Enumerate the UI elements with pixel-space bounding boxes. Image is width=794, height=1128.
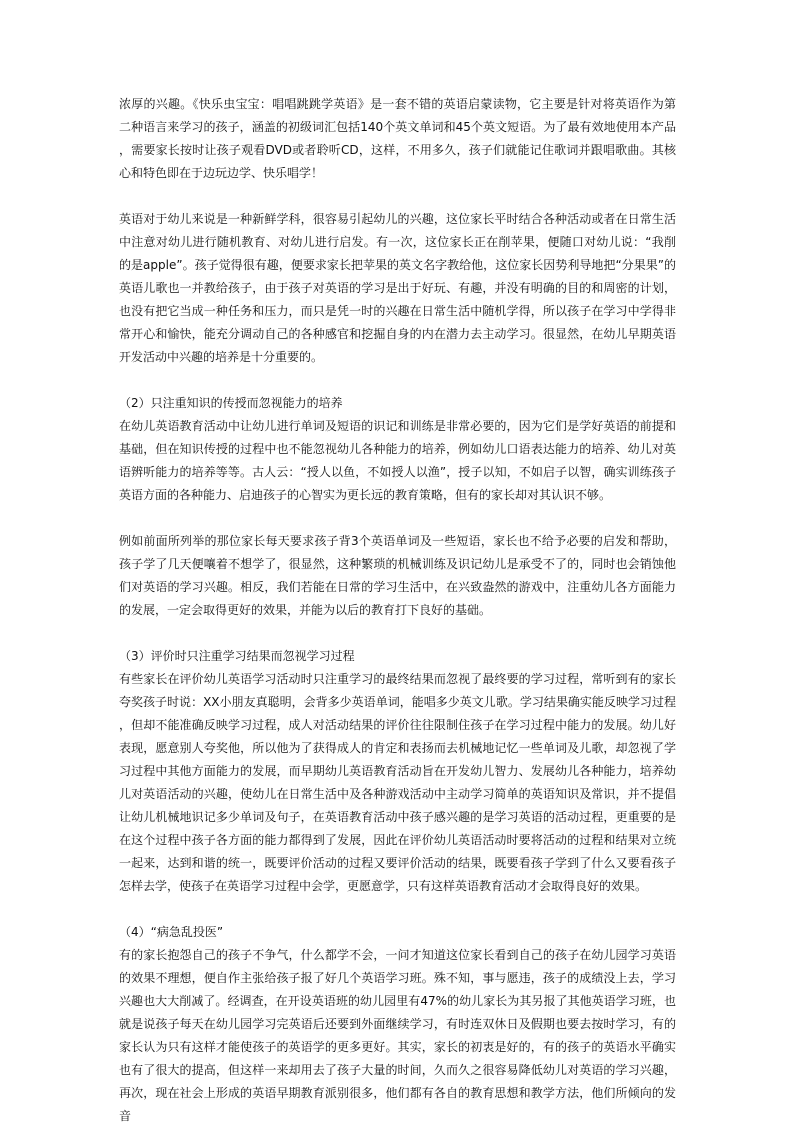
section-3 [119,645,676,898]
document-page [119,93,676,1128]
paragraph-classes: 有的家长抱怨自己的孩子不争气，什么都学不会，一问才知道这位家长看到自己的孩子在幼儿园学习英语的效果不理想，便自作主张给孩子报了好几个英语学习班。殊不知，事与愿违，孩子的成绩没上去，学习兴趣也大大削减了。经调查，在开设英语班的幼儿园里有47%的幼儿家长为其另报了其他英语学习班，也就是说孩子每天在幼儿园学习完英语后还要到外面继续学习，有时连双休日及假期也要去按时学习，有的家长认为只有这样才能使孩子的英语学的更多更好。其实，家长的初衷是好的，有的孩子的英语水平确实也有了很大的提高，但这样一来却用去了孩子大量的时间，久而久之很容易降低幼儿对英语的学习兴趣，再次，现在社会上形成的英语早期教育派别很多，他们都有各自的教育思想和教学方法，他们所倾向的发音 [119,948,676,1123]
section-4 [119,921,676,1128]
paragraph-intro: 浓厚的兴趣。《快乐虫宝宝：唱唱跳跳学英语》是一套不错的英语启蒙读物，它主要是针对将英语作为第二种语言来学习的孩子，涵盖的初级词汇包括140个英文单词和45个英文短语。为了最有效地使用本产品，需要家长按时让孩子观看DVD或者聆听CD，这样，不用多久，孩子们就能记住歌词并跟唱歌曲。其核心和特色即在于边玩边学、快乐唱学！ [119,97,676,180]
paragraph-example: 例如前面所列举的那位家长每天要求孩子背3个英语单词及一些短语，家长也不给予必要的启发和帮助，孩子学了几天便嚷着不想学了，很显然，这种繁琐的机械训练及识记幼儿是承受不了的，同时也会销蚀他们对英语的学习兴趣。相反，我们若能在日常的学习生活中，在兴致盎然的游戏中，注重幼儿各方面能力的发展，一定会取得更好的效果，并能为以后的教育打下良好的基础。 [119,534,676,617]
section-heading-2: （2）只注重知识的传授而忽视能力的培养 [119,396,343,410]
paragraph-interest: 英语对于幼儿来说是一种新鲜学科，很容易引起幼儿的兴趣，这位家长平时结合各种活动或者在日常生活中注意对幼儿进行随机教育、对幼儿进行启发。有一次，这位家长正在削苹果，便随口对幼儿说：“我削的是apple”。孩子觉得很有趣，便要求家长把苹果的英文名字教给他，这位家长因势利导地把“分果果”的英语儿歌也一并教给孩子，由于孩子对英语的学习是出于好玩、有趣，并没有明确的目的和周密的计划，也没有把它当成一种任务和压力，而只是凭一时的兴趣在日常生活中随机学得，所以孩子在学习中学得非常开心和愉快，能充分调动自己的各种感官和挖掘自身的内在潜力去主动学习。很显然，在幼儿早期英语开发活动中兴趣的培养是十分重要的。 [119,212,676,364]
paragraph-evaluation: 有些家长在评价幼儿英语学习活动时只注重学习的最终结果而忽视了最终要的学习过程，常听到有的家长夸奖孩子时说：XX小朋友真聪明，会背多少英语单词，能唱多少英文儿歌。学习结果确实能反映学习过程，但却不能准确反映学习过程，成人对活动结果的评价往往限制住孩子在学习过程中能力的发展。幼儿好表现，愿意别人夸奖他，所以他为了获得成人的肯定和表扬而去机械地记忆一些单词及儿歌，却忽视了学习过程中其他方面能力的发展，而早期幼儿英语教育活动旨在开发幼儿智力、发展幼儿各种能力，培养幼儿对英语活动的兴趣，使幼儿在日常生活中及各种游戏活动中主动学习简单的英语知识及常识，并不提倡让幼儿机械地识记多少单词及句子，在英语教育活动中孩子感兴趣的是学习英语的活动过程，更重要的是在这个过程中孩子各方面的能力都得到了发展，因此在评价幼儿英语活动时要将活动的过程和结果对立统一起来，达到和谐的统一，既要评价活动的过程又要评价活动的结果，既要看孩子学到了什么又要看孩子怎样去学，使孩子在英语学习过程中会学，更愿意学，只有这样英语教育活动才会取得良好的效果。 [119,672,676,893]
paragraph-skills: 在幼儿英语教育活动中让幼儿进行单词及短语的识记和训练是非常必要的，因为它们是学好英语的前提和基础，但在知识传授的过程中也不能忽视幼儿各种能力的培养，例如幼儿口语表达能力的培养、幼儿对英语辨听能力的培养等等。古人云：“授人以鱼，不如授人以渔”，授子以知，不如启子以智，确实训练孩子英语方面的各种能力、启迪孩子的心智实为更长远的教育策略，但有的家长却对其认识不够。 [119,419,676,502]
section-heading-4: （4）“病急乱投医” [119,925,224,939]
section-heading-3: （3）评价时只注重学习结果而忽视学习过程 [119,649,355,663]
section-2 [119,392,676,507]
